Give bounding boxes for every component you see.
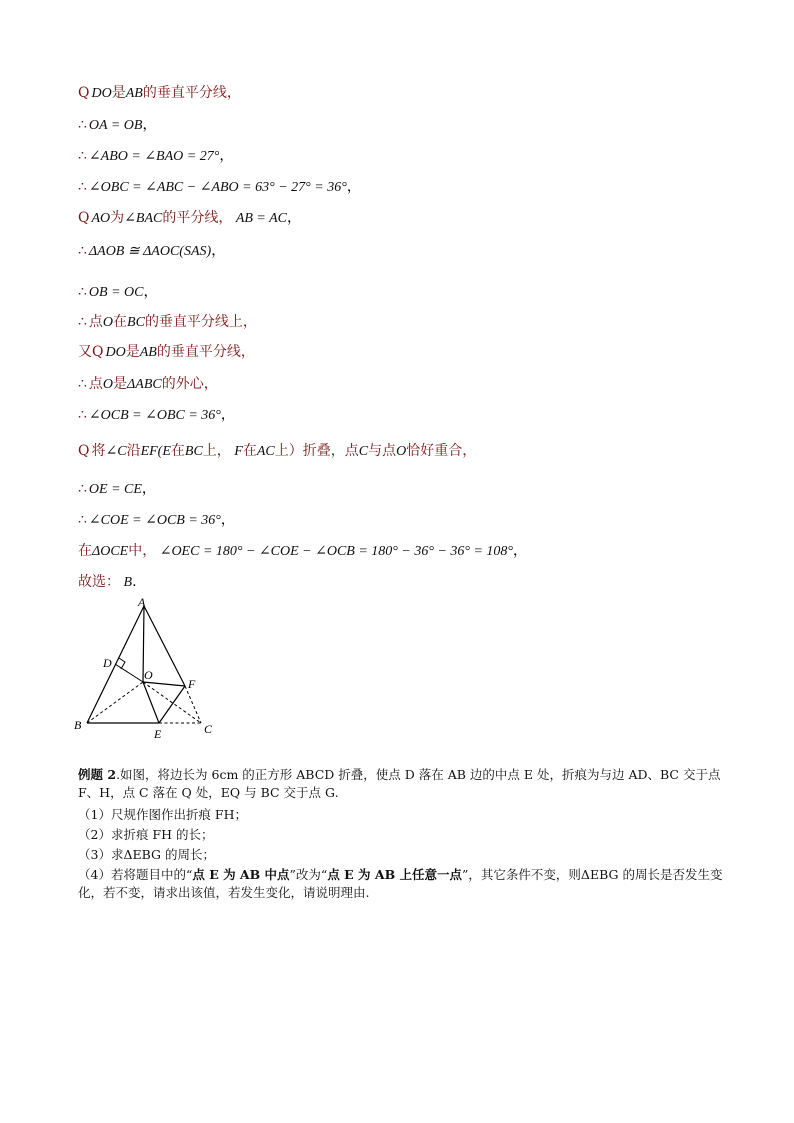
- question-3: （3）求ΔEBG 的周长；: [78, 847, 215, 862]
- q4-text-a: （4）若将题目中的“: [78, 867, 193, 882]
- solution-prefix: Q: [78, 210, 90, 226]
- math-expression: OA = OB: [88, 118, 143, 133]
- math-expression: B: [120, 575, 133, 590]
- dashed-ob: [87, 682, 143, 723]
- solution-line: [78, 283, 157, 302]
- solution-text: 上）折叠，点: [274, 443, 359, 459]
- solution-line: [78, 313, 257, 332]
- solution-text: 为: [110, 210, 125, 226]
- math-expression: AC: [256, 444, 275, 459]
- math-expression: DO: [105, 345, 126, 360]
- geometry-figure: [70, 596, 230, 746]
- solution-text: 在: [170, 443, 185, 459]
- solution-text: 点: [88, 376, 103, 392]
- math-expression: O: [396, 444, 407, 459]
- example-intro-text: .如图，将边长为 6cm 的正方形 ABCD 折叠，使点 D 落在 AB 边的中点 E 处，折痕为与边 AD、BC 交于点 F、H，点 C 落在 Q 处，EQ 与 BC 交于点 G.: [78, 767, 721, 800]
- solution-text: 在: [242, 443, 257, 459]
- math-expression: C: [358, 444, 369, 459]
- question-1: （1）尺规作图作出折痕 FH；: [78, 807, 248, 822]
- solution-prefix: ∴: [78, 314, 87, 330]
- punctuation: ，: [513, 543, 528, 559]
- punctuation: .: [132, 574, 137, 590]
- math-expression: EF(E: [140, 444, 171, 459]
- solution-line: [78, 406, 235, 425]
- math-expression: BC: [184, 444, 203, 459]
- solution-line: [78, 343, 255, 362]
- edge-do: [115, 664, 143, 682]
- punctuation: ，: [211, 243, 226, 259]
- solution-prefix: ∴: [78, 407, 87, 423]
- math-expression: ∠C: [105, 444, 127, 459]
- label-c: C: [204, 722, 213, 736]
- math-expression: OB = OC: [88, 285, 144, 300]
- punctuation: ，: [220, 407, 235, 423]
- example-intro: [78, 766, 728, 802]
- solution-line: [78, 442, 476, 461]
- label-a: A: [138, 596, 146, 609]
- punctuation: ，: [142, 117, 157, 133]
- solution-line: [78, 116, 156, 135]
- solution-line: [78, 542, 527, 561]
- punctuation: ，: [143, 284, 158, 300]
- math-expression: AB: [139, 345, 157, 360]
- solution-text: 是: [111, 85, 126, 101]
- solution-prefix: ∴: [78, 284, 87, 300]
- solution-text: 将: [91, 443, 106, 459]
- math-expression: ΔABC: [127, 377, 162, 392]
- solution-prefix: Q: [78, 443, 90, 459]
- punctuation: ，: [141, 481, 156, 497]
- label-e: E: [154, 727, 162, 741]
- q4-text-c: ”改为“: [289, 867, 328, 882]
- math-expression: AB: [125, 86, 143, 101]
- solution-text: 是: [125, 344, 140, 360]
- edge-of: [143, 682, 185, 686]
- solution-line: [78, 147, 233, 166]
- solution-prefix: ∴: [78, 512, 87, 528]
- solution-text: 与点: [368, 443, 397, 459]
- math-expression: OE = CE: [88, 482, 142, 497]
- math-expression: ΔAOB ≅ ΔAOC(SAS): [88, 244, 212, 259]
- solution-text: 点: [88, 314, 103, 330]
- solution-line: [78, 242, 225, 261]
- label-f: F: [188, 677, 196, 691]
- math-expression: O: [102, 377, 114, 392]
- math-expression: F: [230, 444, 243, 459]
- math-expression: BC: [127, 315, 145, 330]
- solution-text: 的外心，: [161, 376, 218, 392]
- solution-prefix: ∴: [78, 481, 87, 497]
- solution-prefix: ∴: [78, 376, 87, 392]
- solution-prefix: ∴: [78, 148, 87, 164]
- solution-prefix: ∴: [78, 117, 87, 133]
- math-expression: ΔOCE: [92, 544, 129, 559]
- math-expression: ∠COE = ∠OCB = 36°: [88, 513, 221, 528]
- solution-text: 恰好重合，: [406, 443, 477, 459]
- q4-bold-a: 点 E 为 AB 中点: [192, 867, 290, 882]
- punctuation: ，: [346, 179, 361, 195]
- solution-text: 的平分线，: [162, 210, 233, 226]
- solution-text: 上，: [202, 443, 231, 459]
- solution-line: [78, 209, 301, 228]
- solution-line: [78, 511, 235, 530]
- punctuation: ，: [287, 210, 302, 226]
- math-expression: DO: [91, 86, 112, 101]
- example-title: 例题 2: [78, 767, 117, 782]
- math-expression: ∠BAC: [124, 211, 163, 226]
- label-o: O: [144, 668, 153, 682]
- punctuation: ，: [220, 512, 235, 528]
- math-expression: AO: [91, 211, 111, 226]
- question-2: （2）求折痕 FH 的长；: [78, 827, 214, 842]
- q4-bold-b: 点 E 为 AB 上任意一点: [327, 867, 463, 882]
- solution-line: [78, 573, 137, 592]
- solution-text: 在: [113, 314, 128, 330]
- solution-line: [78, 84, 241, 103]
- math-expression: AB = AC: [232, 211, 288, 226]
- math-expression: ∠ABO = ∠BAO = 27°: [88, 149, 220, 164]
- edge-oe: [143, 682, 159, 723]
- math-expression: O: [102, 315, 114, 330]
- punctuation: ，: [219, 148, 234, 164]
- solution-line: [78, 178, 361, 197]
- math-expression: ∠OEC = 180° − ∠COE − ∠OCB = 180° − 36° − 36° = 108°: [156, 544, 514, 559]
- solution-prefix: Q: [78, 85, 90, 101]
- q4-text-e: ”，其它条件不变，则ΔEBG 的周长是否发生变化，若不变，请求出该值，若发生变化，请说明理由.: [78, 867, 723, 900]
- solution-text: 中，: [128, 543, 157, 559]
- solution-text: 的垂直平分线，: [142, 85, 241, 101]
- solution-text: 故选：: [78, 574, 120, 590]
- solution-prefix: ∴: [78, 243, 87, 259]
- question-4: [78, 866, 728, 902]
- solution-text: 的垂直平分线，: [156, 344, 255, 360]
- solution-prefix: 又Q: [78, 344, 104, 360]
- math-expression: ∠OBC = ∠ABC − ∠ABO = 63° − 27° = 36°: [88, 180, 347, 195]
- solution-line: [78, 480, 156, 499]
- solution-text: 沿: [126, 443, 141, 459]
- label-d: D: [103, 656, 112, 670]
- solution-text: 在: [78, 543, 92, 559]
- edge-ef: [159, 686, 185, 723]
- label-b: B: [74, 718, 82, 732]
- solution-line: [78, 375, 218, 394]
- math-expression: ∠OCB = ∠OBC = 36°: [88, 408, 221, 423]
- solution-text: 的垂直平分线上，: [144, 314, 257, 330]
- solution-prefix: ∴: [78, 179, 87, 195]
- solution-text: 是: [113, 376, 128, 392]
